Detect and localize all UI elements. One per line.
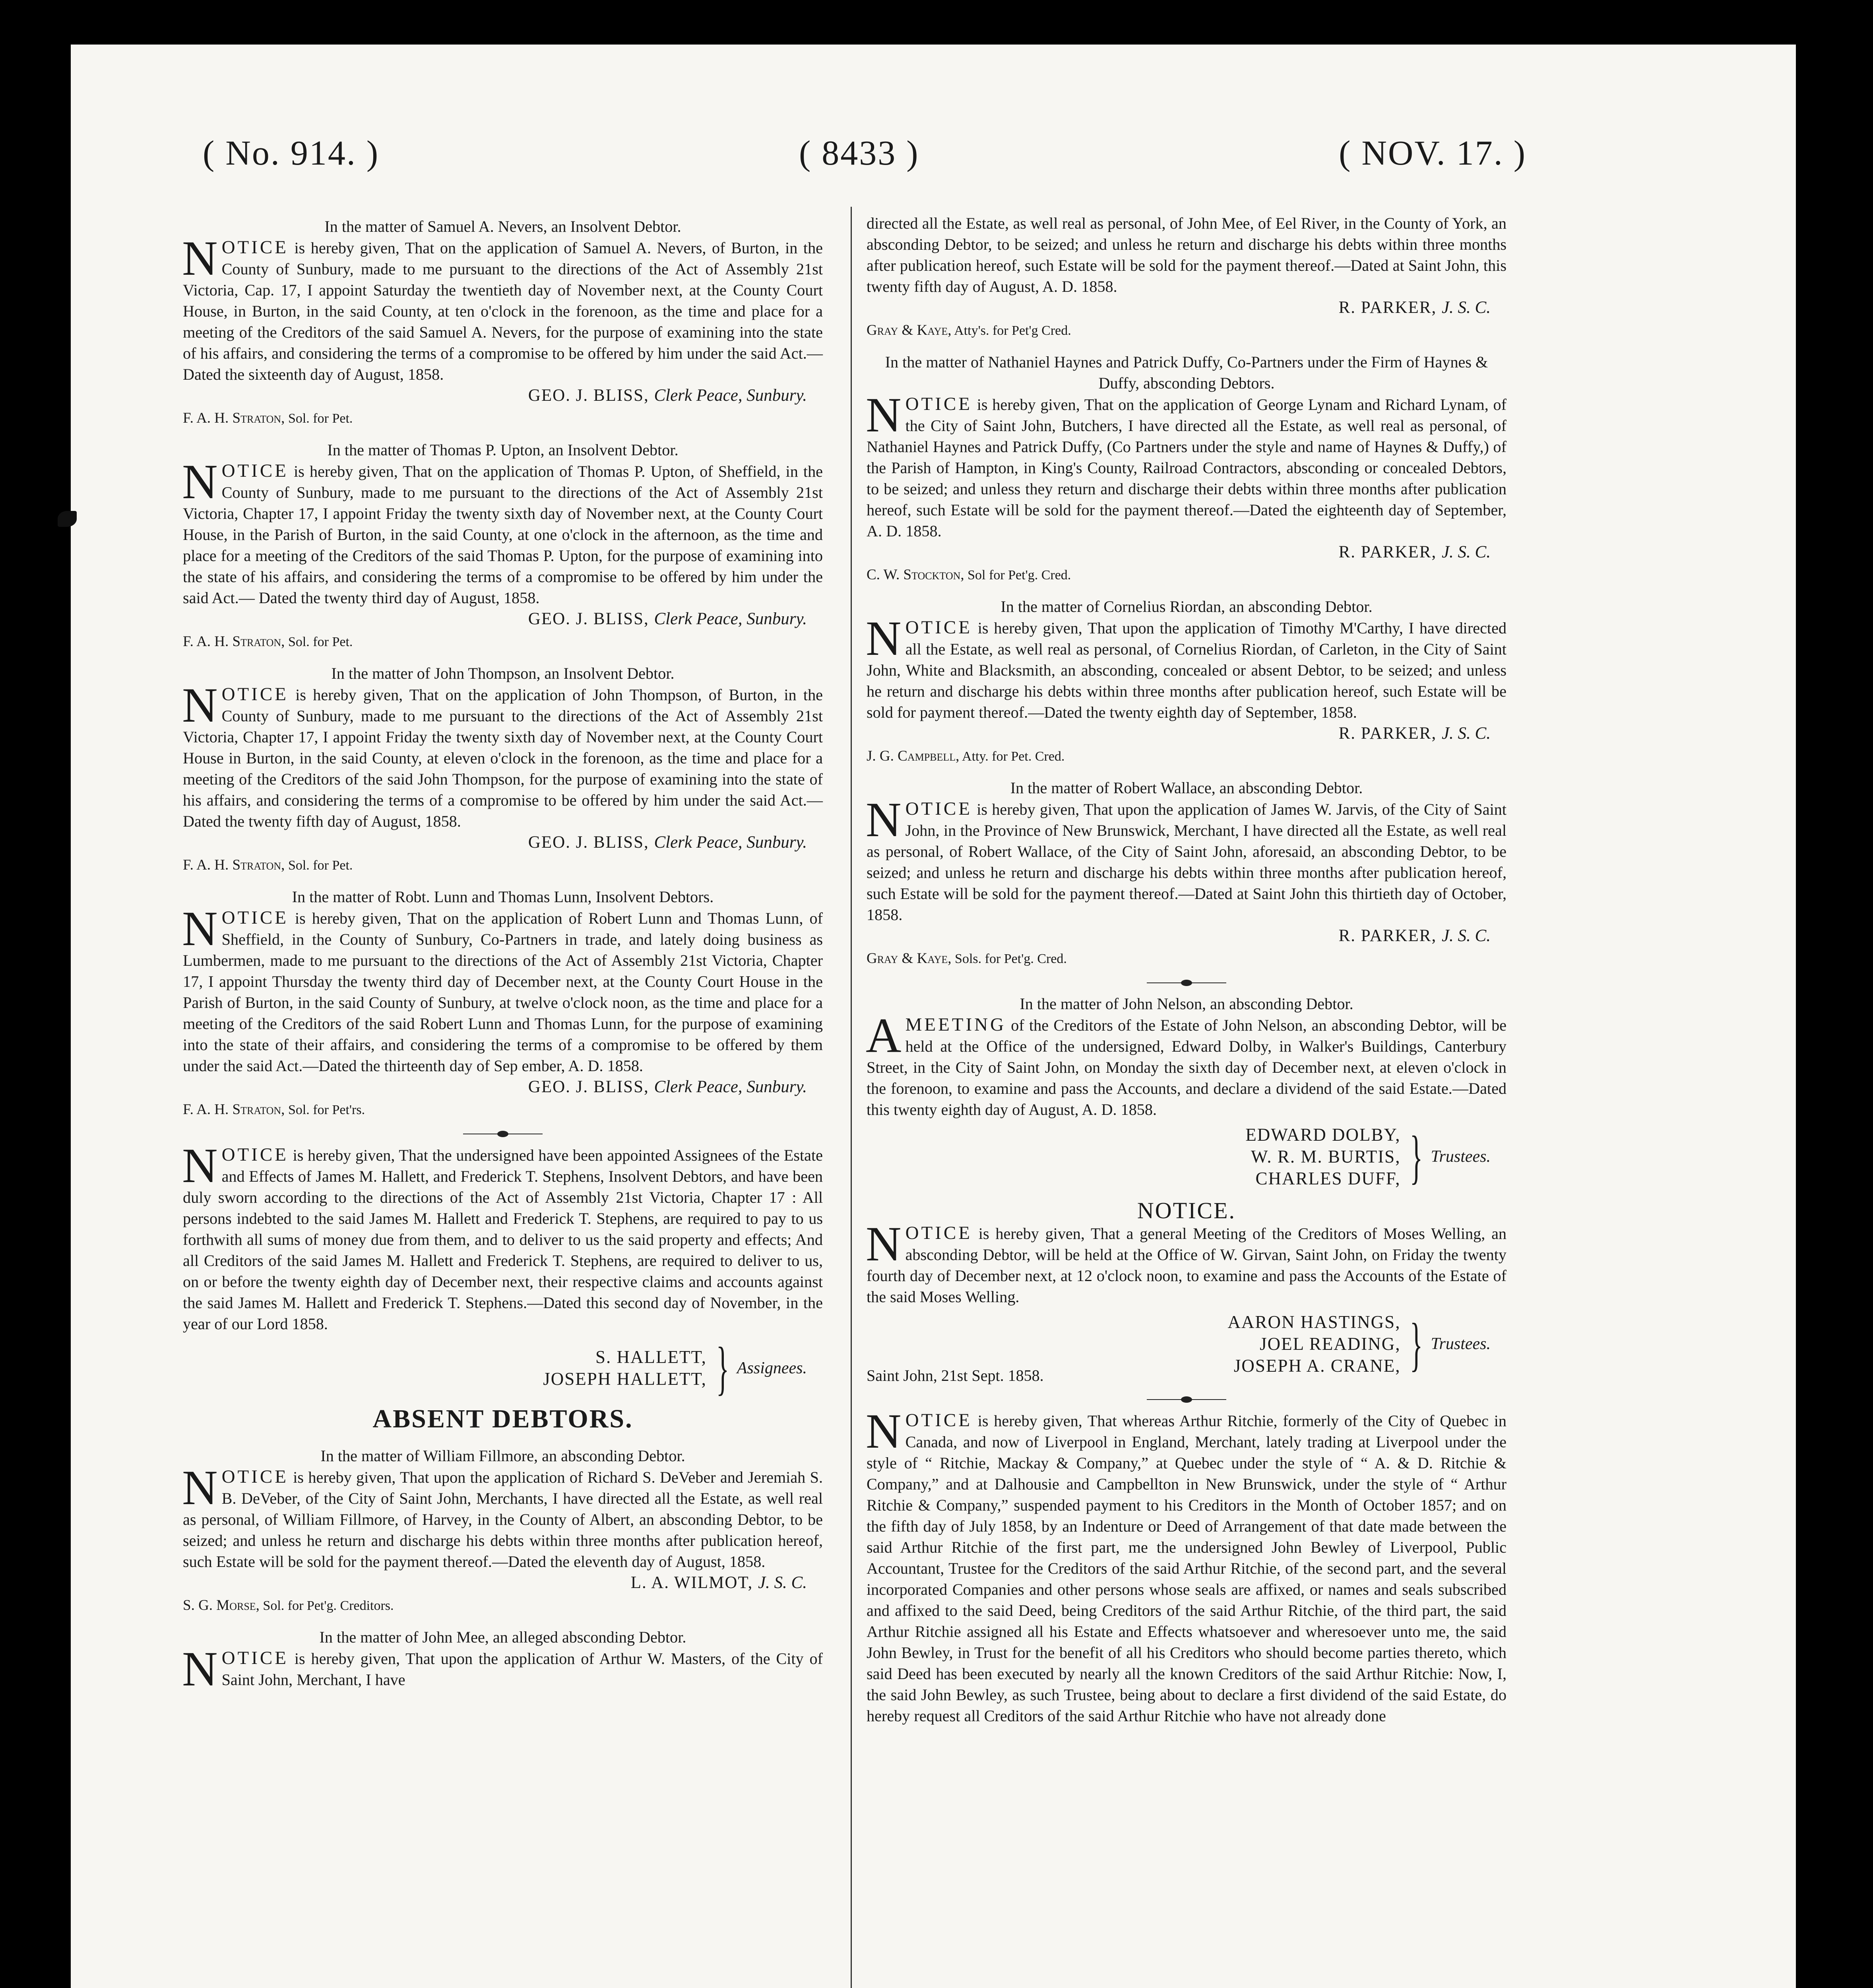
notice-text: is hereby given, That upon the application of Richard S. DeVeber and Jeremiah S. B. DeVeber, of the City of Saint John, Merchants, I have directed all the Estate, as well real as personal, of William Fillmore, of Harvey, in the County of Albert, an absconding Debtor, to be seized; and unless he return and discharge his debts within three months after publication hereof, such Estate will be sold for the payment thereof.—Dated the eleventh day of August, 1858. bbox=[183, 1468, 823, 1571]
legal-notice bbox=[183, 886, 823, 1120]
notice-lead: OTICE bbox=[905, 798, 972, 819]
signature bbox=[867, 542, 1507, 563]
drop-cap: N bbox=[182, 678, 218, 732]
solicitor-role: Sol. for Pet. bbox=[288, 635, 353, 649]
solicitor-line bbox=[867, 746, 1507, 767]
notice-text: is hereby given, That on the application of Robert Lunn and Thomas Lunn, of Sheffield, in the County of Sunbury, Co-Partners in trade, and lately doing business as Lumbermen, made to me pursuant to the directions of the Act of Assembly 21st Victoria, Chapter 17, I appoint Thursday the twenty third day of December next, at the County Court House in the Parish of Burton, in the said County of Sunbury, at twelve o'clock noon, as the time and place for a meeting of the Creditors of the said Robert Lunn and Thomas Lunn, for the purpose of examining into the state of their affairs, and considering the terms of a compromise to be offered by them under the said Act.—Dated the thirteenth day of Sep ember, A. D. 1858. bbox=[183, 909, 823, 1075]
notice-lead: OTICE bbox=[905, 1223, 972, 1243]
solicitor-name: F. A. H. Straton, bbox=[183, 410, 285, 426]
signature-block bbox=[183, 1335, 807, 1401]
brace: } bbox=[716, 1335, 729, 1401]
notice-text: is hereby given, That upon the application of James W. Jarvis, of the City of Saint John, in the Province of New Brunswick, Merchant, I have directed all the Estate, as well real as personal, of Robert Wallace, of the City of Saint John, aforesaid, an absconding Debtor, to be seized; and unless he return and discharge his debts within three months after publication hereof, such Estate will be sold for the payment thereof.—Dated at Saint John this thirtieth day of October, 1858. bbox=[867, 800, 1507, 924]
signatory-name: JOSEPH A. CRANE, bbox=[1233, 1356, 1401, 1376]
signatory-name: JOSEPH HALLETT, bbox=[543, 1369, 707, 1389]
signatory-name: R. PARKER, bbox=[1338, 724, 1437, 743]
notice-body bbox=[866, 611, 1507, 723]
solicitor-line bbox=[183, 854, 823, 876]
notice-lead: OTICE bbox=[905, 394, 972, 414]
notice-heading: In the matter of Cornelius Riordan, an absconding Debtor. bbox=[1000, 598, 1373, 615]
legal-notice bbox=[183, 663, 823, 876]
issue-date: ( NOV. 17. ) bbox=[1339, 134, 1526, 173]
mee-notice bbox=[182, 1627, 823, 1696]
section-title: ABSENT DEBTORS. bbox=[372, 1404, 633, 1433]
notice-text: of the Creditors of the Estate of John Nelson, an absconding Debtor, will be held at the Office of the undersigned, Edward Dolby, in Walker's Buildings, Canterbury Street, in the City of Saint John, on Monday the sixth day of December next, at eleven o'clock in the forenoon, to examine and pass the Accounts, and declare a dividend of the said Estate.—Dated this twenty eighth day of August, A. D. 1858. bbox=[867, 1016, 1507, 1118]
right-column bbox=[867, 213, 1507, 1737]
signature-block bbox=[867, 1124, 1491, 1190]
solicitor-line bbox=[183, 1099, 823, 1120]
signatory-title: Clerk Peace, Sunbury. bbox=[654, 833, 807, 852]
ink-blot bbox=[58, 511, 77, 527]
solicitor-role: Sol. for Pet. bbox=[288, 858, 353, 873]
ornament-divider bbox=[1147, 980, 1226, 986]
notice-lead: OTICE bbox=[221, 1466, 289, 1487]
legal-notice bbox=[183, 439, 823, 652]
signatory-title: Clerk Peace, Sunbury. bbox=[654, 386, 807, 405]
signatory-title: J. S. C. bbox=[1441, 724, 1491, 743]
signatory-name: CHARLES DUFF, bbox=[1255, 1169, 1401, 1188]
notice-heading: In the matter of Nathaniel Haynes and Patrick Duffy, Co-Partners under the Firm of Haynes & Duffy, absconding Debtors. bbox=[885, 353, 1488, 392]
solicitor-role: Sol for Pet'g. Cred. bbox=[968, 568, 1071, 582]
welling-notice bbox=[866, 1217, 1507, 1386]
solicitor-role: Sols. for Pet'g. Cred. bbox=[955, 951, 1067, 966]
notice-text: is hereby given, That on the application of George Lynam and Richard Lynam, of the City of Saint John, Butchers, I have directed all the Estate, as well real as personal, of Nathaniel Haynes and Patrick Duffy, (Co Partners under the style and name of Haynes & Duffy,) of the Parish of Hampton, in King's County, Railroad Contractors, absconding or concealed Debtors, to be seized; and unless they return and discharge their debts within three months after publication hereof, such Estate will be sold for the payment thereof.—Dated the eighteenth day of September, A. D. 1858. bbox=[867, 396, 1507, 540]
drop-cap: N bbox=[866, 611, 902, 666]
solicitor-role: Atty's. for Pet'g Cred. bbox=[954, 323, 1071, 338]
notice-body bbox=[182, 678, 823, 832]
signature bbox=[867, 723, 1507, 744]
notice-text: is hereby given, That on the application of John Thompson, of Burton, in the County of Sunbury, made to me pursuant to the directions of the Act of Assembly 21st Victoria, Chapter 17, I appoint Friday the twenty sixth day of November next, at the County Court House in Burton, in the said County, at eleven o'clock in the forenoon, as the time and place for a meeting of the Creditors of the said John Thompson, for the purpose of examining into the state of his affairs, and considering the terms of a compromise to be offered by him under the said Act.—Dated the twenty fifth day of August, 1858. bbox=[183, 686, 823, 830]
notice-text: directed all the Estate, as well real as personal, of John Mee, of Eel River, in the County of York, an absconding Debtor, to be seized; and unless he return and discharge his debts within three months after publication hereof, such Estate will be sold for the payment thereof.—Dated at Saint John, this twenty fifth day of August, A. D. 1858. bbox=[867, 214, 1507, 295]
signature bbox=[183, 832, 823, 853]
page-number: ( 8433 ) bbox=[799, 134, 919, 173]
notice-body bbox=[866, 388, 1507, 542]
signature bbox=[867, 925, 1507, 946]
notice-heading: In the matter of Samuel A. Nevers, an Insolvent Debtor. bbox=[324, 217, 681, 235]
solicitor-name: S. G. Morse, bbox=[183, 1597, 260, 1613]
signatory-title: J. S. C. bbox=[758, 1573, 807, 1592]
notice-lead: MEETING bbox=[905, 1014, 1006, 1035]
mee-notice-continued bbox=[867, 213, 1507, 341]
solicitor-line bbox=[183, 408, 823, 429]
notice-text: is hereby given, That upon the application of Timothy M'Carthy, I have directed all the Estate, as well real as personal, of Cornelius Riordan, of Carleton, in the City of Saint John, White and Blacksmith, an absconding, concealed or absent Debtor, to be seized; and unless he return and discharge his debts within three months after publication hereof, such Estate will be sold for payment thereof.—Dated the twenty eighth day of September, 1858. bbox=[867, 619, 1507, 721]
signatory-name: S. HALLETT, bbox=[595, 1347, 707, 1367]
signature bbox=[183, 385, 823, 406]
notice-body bbox=[866, 1008, 1507, 1120]
signatory-name: GEO. J. BLISS, bbox=[528, 386, 649, 405]
drop-cap: N bbox=[866, 388, 902, 442]
ritchie-notice bbox=[866, 1404, 1507, 1726]
drop-cap: N bbox=[182, 454, 218, 509]
notice-lead: OTICE bbox=[905, 617, 972, 638]
solicitor-role: Sol. for Pet. bbox=[288, 411, 353, 426]
solicitor-name: J. G. Campbell, bbox=[867, 748, 960, 764]
notice-text: is hereby given, That whereas Arthur Ritchie, formerly of the City of Quebec in Canada, and now of Liverpool in England, Merchant, lately trading at Liverpool under the style of “ Ritchie, Mackay & Company,” at Quebec under the style of “ A. & D. Ritchie & Company,” and at Dalhousie and Campbellton in New Brunswick, under the style of “ Arthur Ritchie & Company,” suspended payment to his Creditors in the Month of October 1857; and on the fifth day of July 1858, by an Indenture or Deed of Arrangement of that date made between the said Arthur Ritchie of the first part, me the undersigned John Bewley of Liverpool, Public Accountant, Trustee for the Creditors of the said Arthur Ritchie, of the second part, and the several incorporated Companies and other persons whose seals are affixed, or names and seals subscribed and affixed to the said Deed, being Creditors of the said Arthur Ritchie, of the third part, the said Arthur Ritchie assigned all his Estate and Effects whatsoever and wheresoever unto me, the said John Bewley, in Trust for the benefit of all his Creditors who should become parties thereto, which said Deed has been executed by nearly all the known Creditors of the said Arthur Ritchie: Now, I, the said John Bewley, as such Trustee, being about to declare a first dividend of the said Estate, do hereby request all Creditors of the said Arthur Ritchie who have not already done bbox=[867, 1412, 1507, 1725]
signatory-name: JOEL READING, bbox=[1260, 1334, 1401, 1354]
drop-cap: N bbox=[866, 1404, 902, 1458]
signatory-role: Trustees. bbox=[1431, 1147, 1491, 1166]
notice-lead: OTICE bbox=[221, 1648, 289, 1668]
solicitor-line bbox=[183, 631, 823, 652]
drop-cap: N bbox=[182, 231, 218, 285]
drop-cap: N bbox=[182, 1642, 218, 1696]
notice-body bbox=[182, 454, 823, 608]
signatory-name: EDWARD DOLBY, bbox=[1245, 1125, 1401, 1145]
signature bbox=[867, 297, 1507, 318]
solicitor-name: F. A. H. Straton, bbox=[183, 633, 285, 650]
notice-text: is hereby given, That the undersigned have been appointed Assignees of the Estate and Effects of James M. Hallett, and Frederick T. Stephens, Insolvent Debtors, and have been duly sworn according to the directions of the Act of Assembly 21st Victoria, Chapter 17 : All persons indebted to the said James M. Hallett and Frederick T. Stephens, are required to pay to us forthwith all sums of money due from them, and to deliver to us the said property and effects; And all Creditors of the said James M. Hallett and Frederick T. Stephens, are required to deliver to us, on or before the twenty eighth day of December next, their respective claims and accounts against the said James M. Hallett and Frederick T. Stephens.—Dated this second day of November, in the year of our Lord 1858. bbox=[183, 1146, 823, 1333]
notice-heading: In the matter of Robert Wallace, an absconding Debtor. bbox=[1010, 779, 1363, 797]
notice-lead: OTICE bbox=[221, 237, 289, 258]
notice-heading: In the matter of John Nelson, an absconding Debtor. bbox=[1020, 995, 1353, 1013]
ornament-divider bbox=[463, 1131, 543, 1137]
signatory-role: Trustees. bbox=[1431, 1335, 1491, 1353]
drop-cap: N bbox=[182, 901, 218, 956]
legal-notice bbox=[183, 1445, 823, 1616]
left-column bbox=[183, 213, 823, 1701]
notice-heading: In the matter of Robt. Lunn and Thomas Lunn, Insolvent Debtors. bbox=[292, 888, 714, 906]
solicitor-line bbox=[183, 1595, 823, 1616]
signatory-name: GEO. J. BLISS, bbox=[528, 1077, 649, 1096]
signatory-name: GEO. J. BLISS, bbox=[528, 833, 649, 852]
legal-notice bbox=[867, 777, 1507, 969]
signature bbox=[183, 1076, 823, 1097]
notice-lead: OTICE bbox=[905, 1410, 972, 1431]
notice-body bbox=[182, 1138, 823, 1334]
notice-body bbox=[866, 792, 1507, 925]
issue-number: ( No. 914. ) bbox=[203, 134, 380, 173]
notice-body bbox=[182, 1460, 823, 1572]
solicitor-name: F. A. H. Straton, bbox=[183, 1101, 285, 1118]
signatory-name: R. PARKER, bbox=[1338, 926, 1437, 945]
notice-text: is hereby given, That on the application of Thomas P. Upton, of Sheffield, in the County of Sunbury, made to me pursuant to the directions of the Act of Assembly 21st Victoria, Chapter 17, I appoint Friday the twenty sixth day of November next, at the County Court House, in the Parish of Burton, in the said County, at one o'clock in the afternoon, as the time and place for a meeting of the Creditors of the said Thomas P. Upton, for the purpose of examining into the state of his affairs, and considering the terms of a compromise to be offered by him under the said Act.— Dated the twenty third day of August, 1858. bbox=[183, 462, 823, 607]
signatory-role: Assignees. bbox=[737, 1359, 807, 1377]
notice-heading: In the matter of John Thompson, an Insolvent Debtor. bbox=[331, 664, 675, 682]
notice-body bbox=[182, 231, 823, 385]
notice-lead: OTICE bbox=[221, 1144, 289, 1165]
solicitor-name: F. A. H. Straton, bbox=[183, 857, 285, 873]
signatory-title: J. S. C. bbox=[1441, 298, 1491, 317]
notice-body bbox=[866, 1404, 1507, 1726]
notice-date: Saint John, 21st Sept. 1858. bbox=[867, 1367, 1044, 1384]
notice-body bbox=[866, 1217, 1507, 1307]
notice-title: NOTICE. bbox=[1137, 1198, 1236, 1223]
notice-lead: OTICE bbox=[221, 684, 289, 705]
signatory-name: R. PARKER, bbox=[1338, 543, 1437, 561]
drop-cap: A bbox=[866, 1008, 902, 1063]
solicitor-role: Atty. for Pet. Cred. bbox=[962, 749, 1065, 764]
legal-notice bbox=[867, 596, 1507, 767]
legal-notice bbox=[867, 351, 1507, 586]
signatory-title: J. S. C. bbox=[1441, 543, 1491, 561]
notice-body bbox=[182, 1642, 823, 1696]
solicitor-role: Sol. for Pet'g. Creditors. bbox=[263, 1598, 394, 1613]
signatory-title: Clerk Peace, Sunbury. bbox=[654, 610, 807, 628]
solicitor-name: Gray & Kaye, bbox=[867, 322, 952, 338]
notice-text: is hereby given, That a general Meeting of the Creditors of Moses Welling, an absconding Debtor, will be held at the Office of W. Girvan, Saint John, on Friday the twenty fourth day of December next, at 12 o'clock noon, to examine and pass the Accounts of the Estate of the said Moses Welling. bbox=[867, 1225, 1507, 1306]
brace: } bbox=[1410, 1311, 1423, 1377]
notice-heading: In the matter of John Mee, an alleged absconding Debtor. bbox=[319, 1628, 686, 1646]
assignees-notice bbox=[182, 1138, 823, 1401]
signatory-title: J. S. C. bbox=[1441, 926, 1491, 945]
solicitor-name: C. W. Stockton, bbox=[867, 567, 964, 583]
solicitor-role: Sol. for Pet'rs. bbox=[288, 1103, 365, 1117]
signatory-name: GEO. J. BLISS, bbox=[528, 610, 649, 628]
legal-notice bbox=[183, 216, 823, 429]
signature bbox=[183, 608, 823, 629]
signatory-title: Clerk Peace, Sunbury. bbox=[654, 1077, 807, 1096]
solicitor-line bbox=[867, 564, 1507, 586]
nelson-notice bbox=[867, 993, 1507, 1190]
notice-heading: In the matter of Thomas P. Upton, an Insolvent Debtor. bbox=[327, 441, 679, 459]
notice-body bbox=[182, 901, 823, 1076]
solicitor-name: Gray & Kaye, bbox=[867, 950, 952, 967]
drop-cap: N bbox=[866, 1217, 902, 1271]
notice-lead: OTICE bbox=[221, 460, 289, 481]
signatory-name: W. R. M. BURTIS, bbox=[1251, 1147, 1401, 1167]
brace: } bbox=[1410, 1124, 1423, 1190]
drop-cap: N bbox=[866, 792, 902, 847]
solicitor-line bbox=[867, 948, 1507, 969]
signature bbox=[183, 1572, 823, 1593]
notice-heading: In the matter of William Fillmore, an absconding Debtor. bbox=[320, 1447, 685, 1465]
drop-cap: N bbox=[182, 1460, 218, 1515]
signatory-name: L. A. WILMOT, bbox=[630, 1573, 753, 1592]
signatory-name: AARON HASTINGS, bbox=[1227, 1312, 1401, 1332]
drop-cap: N bbox=[182, 1138, 218, 1193]
page-header bbox=[183, 133, 1526, 193]
notice-text: is hereby given, That on the application of Samuel A. Nevers, of Burton, in the County of Sunbury, made to me pursuant to the directions of the Act of Assembly 21st Victoria, Cap. 17, I appoint Saturday the twentieth day of November next, at the County Court House, in Burton, in the said County, at ten o'clock in the forenoon, as the time and place for a meeting of the Creditors of the said Samuel A. Nevers, for the purpose of examining into the state of his affairs, and considering the terms of a compromise to be offered by him under the said Act.—Dated the sixteenth day of August, 1858. bbox=[183, 239, 823, 383]
notice-lead: OTICE bbox=[221, 907, 289, 928]
solicitor-line bbox=[867, 320, 1507, 341]
notice-text: is hereby given, That upon the application of Arthur W. Masters, of the City of Saint John, Merchant, I have bbox=[221, 1650, 823, 1689]
column-divider bbox=[851, 207, 852, 1988]
ornament-divider bbox=[1147, 1396, 1226, 1403]
signatory-name: R. PARKER, bbox=[1338, 298, 1437, 317]
